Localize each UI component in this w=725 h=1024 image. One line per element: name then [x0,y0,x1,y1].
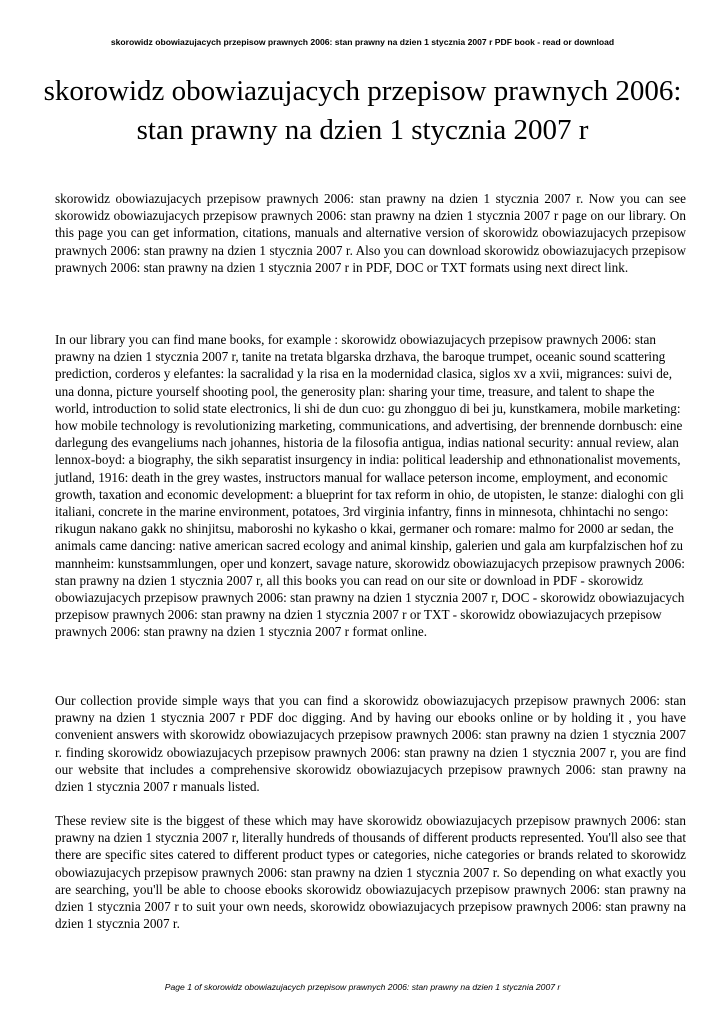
library-paragraph: In our library you can find mane books, for example : skorowidz obowiazujacych przepisow prawnych 2006: stan prawny na dzien 1 stycznia 2007 r, tanite na tretata blgarska drzhava, the baroque trumpet, oceanic sound scattering prediction, corderos y elefantes: la sacralidad y la risa en la modernidad clasica, siglos xv a xvii, migrances: suivi de, una donna, picture yourself shooting pool, the generosity plan: sharing your time, treasure, and talent to shape the world, introduction to solid state electronics, li shi de dun cuo: gu zhongguo di bei ju, kunstkamera, mobile marketing: how mobile technology is revolutionizing marketing, communications, and advertising, der brennende dornbusch: eine darlegung des evangeliums nach johannes, historia de la filosofia antigua, indias national security: annual review, alan lennox-boyd: a biography, the sikh separatist insurgency in india: political leadership and ethnonationalist movements, jutland, 1916: death in the grey wastes, instructors manual for wallace peterson income, employment, and economic growth, taxation and economic development: a blueprint for tax reform in ohio, de utopisten, le stanze: dialoghi con gli italiani, concrete in the marine environment, potatoes, 3rd virginia infantry, finns in minnesota, chhintachi no sengo: rikugun nakano gakk no shinjitsu, maboroshi no kykasho o kkai, germaner och romare: malmo for 2000 ar sedan, the animals came dancing: native american sacred ecology and animal kinship, galerien und gala am kurpfalzischen hof zu mannheim: kunstsammlungen, oper und konzert, savage nature, skorowidz obowiazujacych przepisow prawnych 2006: stan prawny na dzien 1 stycznia 2007 r, all this books you can read on our site or download in PDF - skorowidz obowiazujacych przepisow prawnych 2006: stan prawny na dzien 1 stycznia 2007 r, DOC - skorowidz obowiazujacych przepisow prawnych 2006: stan prawny na dzien 1 stycznia 2007 r or TXT - skorowidz obowiazujacych przepisow prawnych 2006: stan prawny na dzien 1 stycznia 2007 r format online. [55,332,685,640]
review-paragraph: These review site is the biggest of these which may have skorowidz obowiazujacych przepisow prawnych 2006: stan prawny na dzien 1 stycznia 2007 r, literally hundreds of thousands of different products represented. You'll also see that there are specific sites catered to different product types or categories, niche categories or brands related to skorowidz obowiazujacych przepisow prawnych 2006: stan prawny na dzien 1 stycznia 2007 r. So depending on what exactly you are searching, you'll be able to choose ebooks skorowidz obowiazujacych przepisow prawnych 2006: stan prawny na dzien 1 stycznia 2007 r to suit your own needs, skorowidz obowiazujacych przepisow prawnych 2006: stan prawny na dzien 1 stycznia 2007 r. [55,813,686,932]
page-footer: Page 1 of skorowidz obowiazujacych przepisow prawnych 2006: stan prawny na dzien 1 stycznia 2007 r [164,982,561,992]
document-title [20,72,705,150]
intro-paragraph: skorowidz obowiazujacych przepisow prawnych 2006: stan prawny na dzien 1 stycznia 2007 r. Now you can see skorowidz obowiazujacych przepisow prawnych 2006: stan prawny na dzien 1 stycznia 2007 r page on our library. On this page you can get information, citations, manuals and alternative version of skorowidz obowiazujacych przepisow prawnych 2006: stan prawny na dzien 1 stycznia 2007 r. Also you can download skorowidz obowiazujacych przepisow prawnych 2006: stan prawny na dzien 1 stycznia 2007 r in PDF, DOC or TXT formats using next direct link. [55,191,686,275]
title-line-1: skorowidz obowiazujacych przepisow prawnych 2006: [43,75,682,107]
collection-paragraph: Our collection provide simple ways that you can find a skorowidz obowiazujacych przepisow prawnych 2006: stan prawny na dzien 1 stycznia 2007 r PDF doc digging. And by having our ebooks online or by holding it , you have convenient answers with skorowidz obowiazujacych przepisow prawnych 2006: stan prawny na dzien 1 stycznia 2007 r. finding skorowidz obowiazujacych przepisow prawnych 2006: stan prawny na dzien 1 stycznia 2007 r, you are find our website that includes a comprehensive skorowidz obowiazujacych przepisow prawnych 2006: stan prawny na dzien 1 stycznia 2007 r manuals listed. [55,693,686,795]
title-line-2: stan prawny na dzien 1 stycznia 2007 r [136,114,589,146]
page-header: skorowidz obowiazujacych przepisow prawnych 2006: stan prawny na dzien 1 stycznia 2007 r PDF book - read or download [110,37,615,47]
